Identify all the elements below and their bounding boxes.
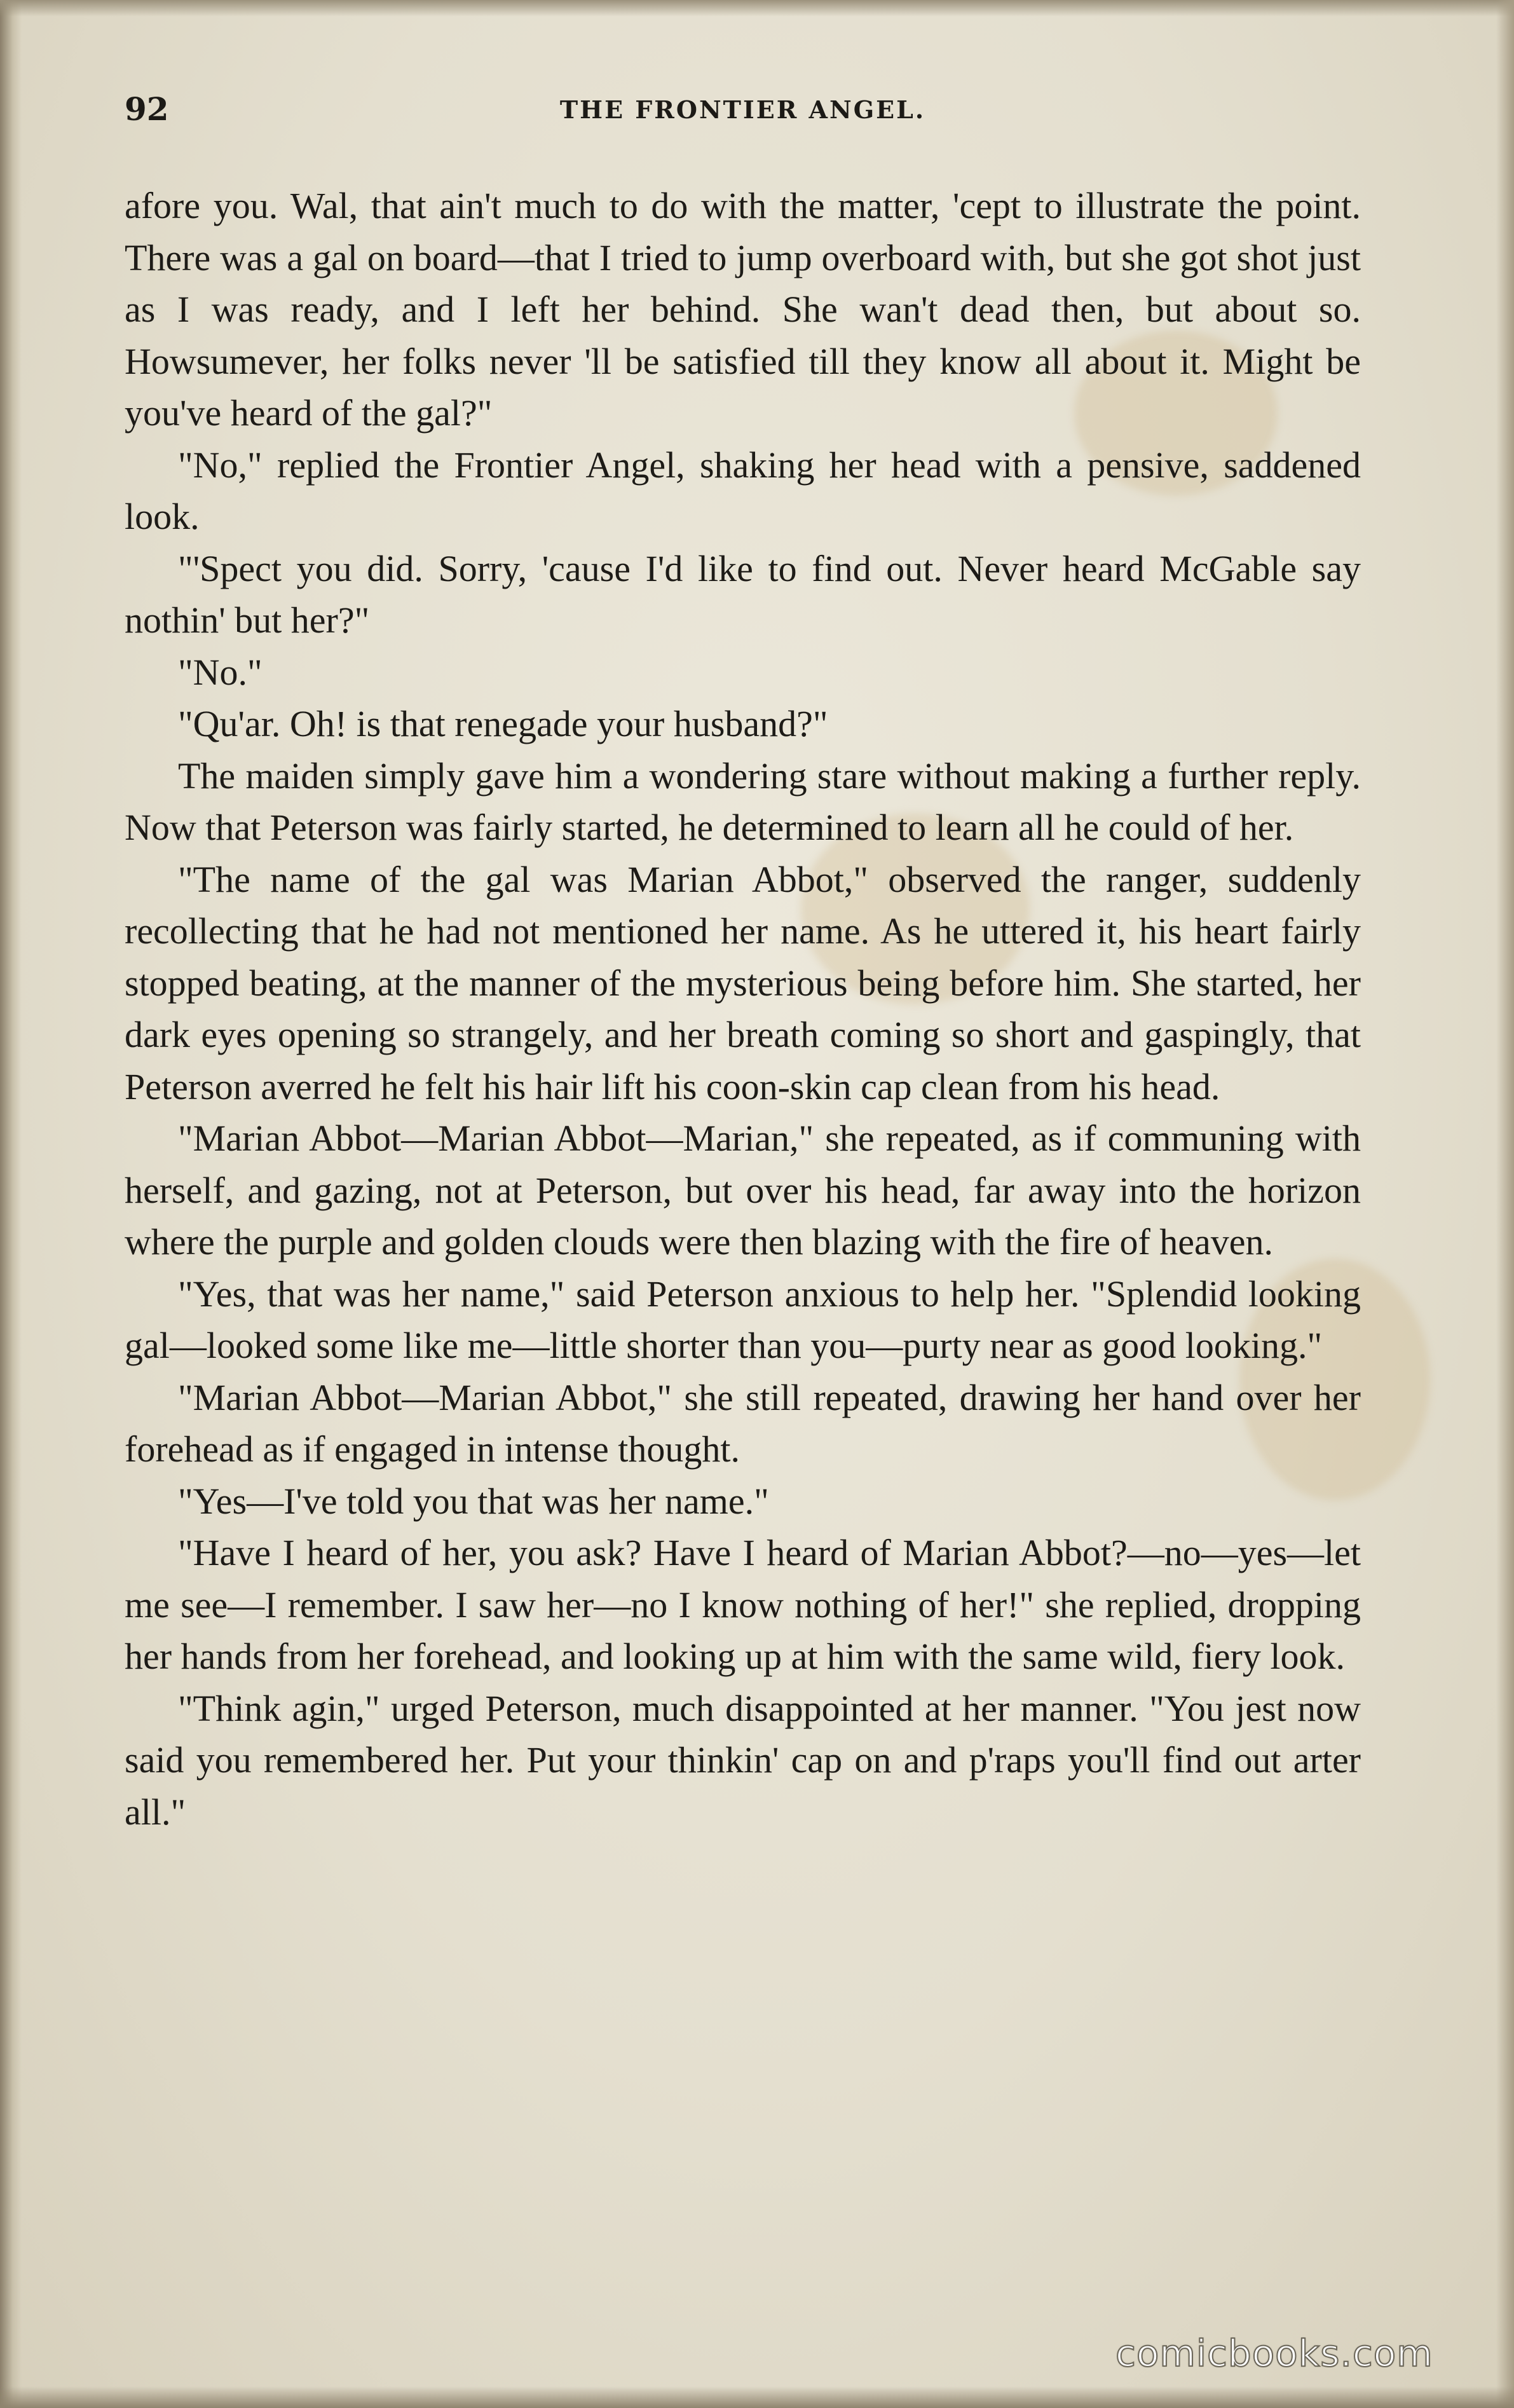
running-head: THE FRONTIER ANGEL. bbox=[559, 95, 926, 124]
paragraph: "Think agin," urged Peterson, much disappointed at her manner. "You jest now said you remembered her. Put your thinkin' cap on and p'raps you'll find out arter all." bbox=[125, 1687, 1361, 1833]
paragraph: "Have I heard of her, you ask? Have I heard of Marian Abbot?—no—yes—let me see—I remember. I saw her—no I know nothing of her!" she replied, dropping her hands from her forehead, and looking up at him with the same wild, fiery look. bbox=[125, 1532, 1361, 1677]
binding-edge bbox=[0, 0, 22, 2408]
top-page-edge bbox=[0, 0, 1514, 17]
paragraph: "Yes, that was her name," said Peterson anxious to help her. "Splendid looking gal—looked some like me—little shorter than you—purty near as good looking." bbox=[125, 1273, 1361, 1366]
paragraph: "No," replied the Frontier Angel, shaking her head with a pensive, saddened look. bbox=[125, 444, 1361, 537]
paragraph: afore you. Wal, that ain't much to do with the matter, 'cept to illustrate the point. There was a gal on board—that I tried to jump overboard with, but she got shot just as I was ready, and I left her behind. She wan't dead then, but about so. Howsumever, her folks never 'll be satisfied till they know all about it. Might be you've heard of the gal?" bbox=[125, 185, 1361, 434]
watermark: comicbooks.com bbox=[1115, 2332, 1433, 2375]
paragraph: The maiden simply gave him a wondering stare without making a further reply. Now that Peterson was fairly started, he determined to learn all he could of her. bbox=[125, 755, 1361, 848]
paragraph: "No." bbox=[178, 651, 263, 693]
paragraph: "Yes—I've told you that was her name." bbox=[178, 1480, 769, 1522]
paragraph: "Marian Abbot—Marian Abbot," she still repeated, drawing her hand over her forehead as if engaged in intense thought. bbox=[125, 1376, 1361, 1470]
right-page-edge bbox=[1496, 0, 1514, 2408]
page-header bbox=[125, 90, 1361, 135]
body-text bbox=[125, 180, 1361, 1838]
page-number: 92 bbox=[125, 90, 169, 128]
paragraph: "The name of the gal was Marian Abbot," observed the ranger, suddenly recollecting that he had not mentioned her name. As he uttered it, his heart fairly stopped beating, at the manner of the mysterious being before him. She started, her dark eyes opening so strangely, and her breath coming so short and gaspingly, that Peterson averred he felt his hair lift his coon-skin cap clean from his head. bbox=[125, 858, 1361, 1107]
paragraph: "Marian Abbot—Marian Abbot—Marian," she repeated, as if communing with herself, and gazing, not at Peterson, but over his head, far away into the horizon where the purple and golden clouds were then blazing with the fire of heaven. bbox=[125, 1118, 1361, 1262]
bottom-page-edge bbox=[0, 2386, 1514, 2408]
paragraph: "Qu'ar. Oh! is that renegade your husband?" bbox=[178, 703, 828, 744]
paragraph: "'Spect you did. Sorry, 'cause I'd like to find out. Never heard McGable say nothin' but her?" bbox=[125, 547, 1361, 641]
